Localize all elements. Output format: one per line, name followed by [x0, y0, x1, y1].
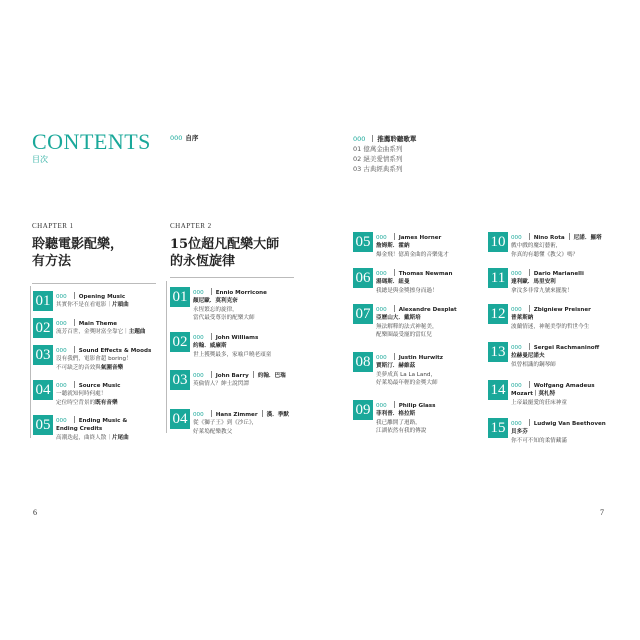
- toc-entry[interactable]: [170, 287, 294, 322]
- entry-number-badge: 10: [488, 232, 508, 252]
- recommend-line: 02 絕美愛情系列: [353, 155, 403, 163]
- entry-page: 000: [56, 294, 67, 300]
- entry-name: 約翰．威廉斯: [193, 343, 227, 350]
- entry-desc: 爆金飛！億萬金曲的音樂鬼才: [376, 251, 449, 258]
- chapter-2-title-line: 的永恆旋律: [170, 254, 236, 269]
- entry-title: Ludwig Van Beethoven: [533, 421, 606, 427]
- chapter-1-title: [32, 236, 123, 270]
- entry-number-badge: 04: [33, 380, 53, 400]
- recommend-playlist[interactable]: [353, 134, 416, 174]
- toc-entry[interactable]: [170, 409, 294, 441]
- entry-title: Opening Music: [78, 294, 126, 300]
- preface-page: 000: [170, 134, 183, 142]
- recommend-line: 01 億萬金曲系列: [353, 145, 403, 153]
- entry-name: 達利歐．馬里安利: [511, 279, 556, 286]
- entry-name: 詹姆斯．霍納: [376, 243, 410, 250]
- entry-number-badge: 05: [33, 415, 53, 435]
- page-number-left: 6: [33, 508, 37, 517]
- entry-desc: 沒有我們，電影會超 boring！: [56, 356, 132, 363]
- entry-page: 000: [56, 418, 67, 424]
- entry-number-badge: 04: [170, 409, 190, 429]
- entry-title: Alexandre Desplat: [398, 307, 457, 313]
- toc-entry[interactable]: [488, 380, 612, 412]
- entry-desc: 江湖依然有我的傳說: [376, 428, 427, 435]
- entry-desc: 戲中戲的魔幻藝術，: [511, 243, 562, 250]
- toc-entry[interactable]: [353, 232, 477, 264]
- toc-entry[interactable]: [488, 304, 612, 336]
- entry-desc: 上帝最寵愛的莊床神童: [511, 399, 567, 406]
- toc-entry[interactable]: [488, 232, 612, 264]
- entry-title: James Horner: [398, 235, 442, 241]
- entry-page: 000: [511, 421, 522, 427]
- entry-number-badge: 08: [353, 352, 373, 372]
- entry-number-badge: 14: [488, 380, 508, 400]
- entry-number-badge: 07: [353, 304, 373, 324]
- toc-entry[interactable]: [33, 415, 157, 447]
- toc-entry[interactable]: [488, 342, 612, 374]
- toc-entry[interactable]: [353, 304, 477, 339]
- entry-page: 000: [511, 345, 522, 351]
- entry-page: 000: [56, 383, 67, 389]
- entry-number-badge: 02: [33, 318, 53, 338]
- preface-entry[interactable]: [170, 134, 198, 143]
- entry-number-badge: 03: [170, 370, 190, 390]
- entry-desc: 定位時空背景的: [56, 399, 96, 406]
- preface-label: 自序: [185, 134, 199, 142]
- entry-desc: 配樂圈最受寵的當紅兒: [376, 332, 432, 339]
- entry-number-badge: 01: [33, 291, 53, 311]
- entry-name: 顏尼歐．莫利克奈: [193, 298, 238, 305]
- chapter-2-title-line: 15位超凡配樂大師: [170, 237, 280, 252]
- entry-desc: 你不可不知的柔情藏滿: [511, 437, 567, 444]
- entry-number-badge: 15: [488, 418, 508, 438]
- entry-desc: 美夢成真 La La Land，: [376, 371, 437, 378]
- entry-desc: 好萊塢最年輕的金獎大師: [376, 380, 438, 387]
- entry-title: Nino Rota: [533, 235, 565, 241]
- entry-desc: 波蘭情迷，神秘美學的哲世今生: [511, 323, 590, 330]
- entry-title: Zbigniew Preisner: [533, 307, 591, 313]
- entry-desc-bold: 主題曲: [128, 329, 146, 336]
- entry-title-zh: 約翰．巴瑞: [257, 373, 286, 379]
- entry-name: 普萊斯納: [511, 315, 534, 322]
- entry-title: Ending Credits: [56, 426, 103, 433]
- entry-desc: 我總是與金獎擦身而過！: [376, 287, 438, 294]
- contents-title: CONTENTS: [32, 129, 151, 154]
- entry-page: 000: [56, 321, 67, 327]
- toc-entry[interactable]: [353, 268, 477, 300]
- entry-page: 000: [511, 235, 522, 241]
- recommend-label: 推薦聆聽歌單: [377, 135, 417, 143]
- divider: [170, 277, 294, 278]
- entry-page: 000: [56, 348, 67, 354]
- entry-page: 000: [193, 412, 204, 418]
- entry-page: 000: [376, 307, 387, 313]
- entry-page: 000: [193, 290, 204, 296]
- entry-title: Wolfgang Amadeus: [533, 383, 595, 389]
- entry-page: 000: [511, 271, 522, 277]
- entry-desc: 一聽就知何時何處！: [56, 391, 107, 398]
- entry-title: Thomas Newman: [398, 271, 453, 277]
- chapter-1-label: CHAPTER 1: [32, 222, 74, 230]
- recommend-page: 000: [353, 135, 366, 143]
- entry-page: 000: [193, 335, 204, 341]
- entry-title-zh: 尼諾．羅塔: [573, 235, 602, 241]
- entry-number-badge: 09: [353, 400, 373, 420]
- entry-desc: 我已離開了迴路，: [376, 419, 421, 426]
- entry-title: Main Theme: [78, 321, 118, 327]
- entry-desc: 永恆繁忘的旋律，: [193, 306, 238, 313]
- entry-desc: 其實你不是在看電影｜: [56, 302, 112, 309]
- divider: [30, 286, 31, 438]
- entry-title: Justin Hurwitz: [398, 355, 444, 361]
- entry-desc-bold: 片頭曲: [111, 302, 129, 309]
- entry-desc: 不可缺乏的音效與: [56, 364, 101, 371]
- entry-desc: 高潮迭起，曲終人散｜: [56, 434, 112, 441]
- entry-title: Sergei Rachmaninoff: [533, 345, 600, 351]
- entry-desc-bold: 既有音樂: [95, 399, 118, 406]
- divider: [166, 281, 167, 433]
- entry-title: John Barry: [215, 373, 249, 379]
- entry-page: 000: [376, 271, 387, 277]
- entry-desc: 你真的有聽懂《教父》嗎？: [511, 251, 579, 258]
- entry-desc: 好萊塢配樂教父: [193, 428, 233, 435]
- toc-entry[interactable]: [33, 345, 157, 377]
- entry-name: Mozart｜莫札特: [511, 391, 556, 398]
- toc-entry[interactable]: [488, 418, 612, 450]
- entry-number-badge: 13: [488, 342, 508, 362]
- entry-number-badge: 03: [33, 345, 53, 365]
- entry-page: 000: [376, 235, 387, 241]
- entry-number-badge: 01: [170, 287, 190, 307]
- entry-desc: 世上獲獎最多，家喻戶曉老頑童: [193, 351, 272, 358]
- entry-name: 拉赫曼尼諾夫: [511, 353, 545, 360]
- entry-page: 000: [511, 307, 522, 313]
- toc-entry[interactable]: [353, 352, 477, 387]
- page-number-right: 7: [600, 508, 604, 517]
- entry-name: 湯瑪斯．紐曼: [376, 279, 410, 286]
- entry-title: John Williams: [215, 335, 259, 341]
- chapter-2-title: [170, 236, 279, 270]
- entry-desc: 從《獅子王》到《沙丘》，: [193, 420, 258, 427]
- contents-subtitle: 目次: [32, 155, 48, 164]
- chapter-1-title-line: 聆聽電影配樂，: [32, 237, 124, 252]
- entry-number-badge: 12: [488, 304, 508, 324]
- toc-entry[interactable]: [170, 370, 294, 402]
- entry-page: 000: [511, 383, 522, 389]
- entry-desc-bold: 氣圍音樂: [100, 364, 124, 371]
- entry-number-badge: 06: [353, 268, 373, 288]
- toc-entry[interactable]: [170, 332, 294, 364]
- entry-title: Hans Zimmer: [215, 412, 258, 418]
- entry-desc: 當代最受尊崇的配樂大師: [193, 315, 255, 322]
- entry-name: 亞歷山大．戴斯培: [376, 315, 421, 322]
- toc-entry[interactable]: [353, 400, 477, 435]
- divider: [32, 283, 156, 284]
- entry-title-zh: 漢．季默: [266, 412, 289, 418]
- toc-entry[interactable]: [33, 380, 157, 412]
- entry-desc: 流芳百世，金獎財富全靠它｜: [56, 329, 129, 336]
- entry-page: 000: [376, 355, 387, 361]
- entry-page: 000: [193, 373, 204, 379]
- entry-number-badge: 11: [488, 268, 508, 288]
- entry-desc: 英倫情人？紳士說閃譚: [193, 381, 249, 388]
- chapter-1-title-line: 有方法: [32, 254, 72, 269]
- entry-title: Source Music: [78, 383, 121, 389]
- chapter-2-label: CHAPTER 2: [170, 222, 212, 230]
- entry-title: Ennio Morricone: [215, 290, 267, 296]
- entry-desc: 無法解釋的法式神秘美，: [376, 323, 438, 330]
- entry-page: 000: [376, 403, 387, 409]
- entry-desc: 拿汶多非常九號來擺脫！: [511, 287, 573, 294]
- entry-desc-bold: 片尾曲: [111, 434, 129, 441]
- entry-name: 賈斯汀．赫維茲: [376, 363, 416, 370]
- entry-title: Sound Effects & Moods: [78, 348, 152, 354]
- entry-title: Ending Music &: [78, 418, 128, 424]
- entry-title: Dario Marianelli: [533, 271, 584, 277]
- toc-entry[interactable]: [488, 268, 612, 300]
- entry-number-badge: 05: [353, 232, 373, 252]
- entry-number-badge: 02: [170, 332, 190, 352]
- entry-title: Philip Glass: [398, 403, 436, 409]
- entry-desc: 似曾相識的鋼琴師: [511, 361, 556, 368]
- entry-name: 菲利普．格拉斯: [376, 411, 416, 418]
- entry-name: 貝多芬: [511, 429, 528, 436]
- recommend-line: 03 古典經典系列: [353, 165, 403, 173]
